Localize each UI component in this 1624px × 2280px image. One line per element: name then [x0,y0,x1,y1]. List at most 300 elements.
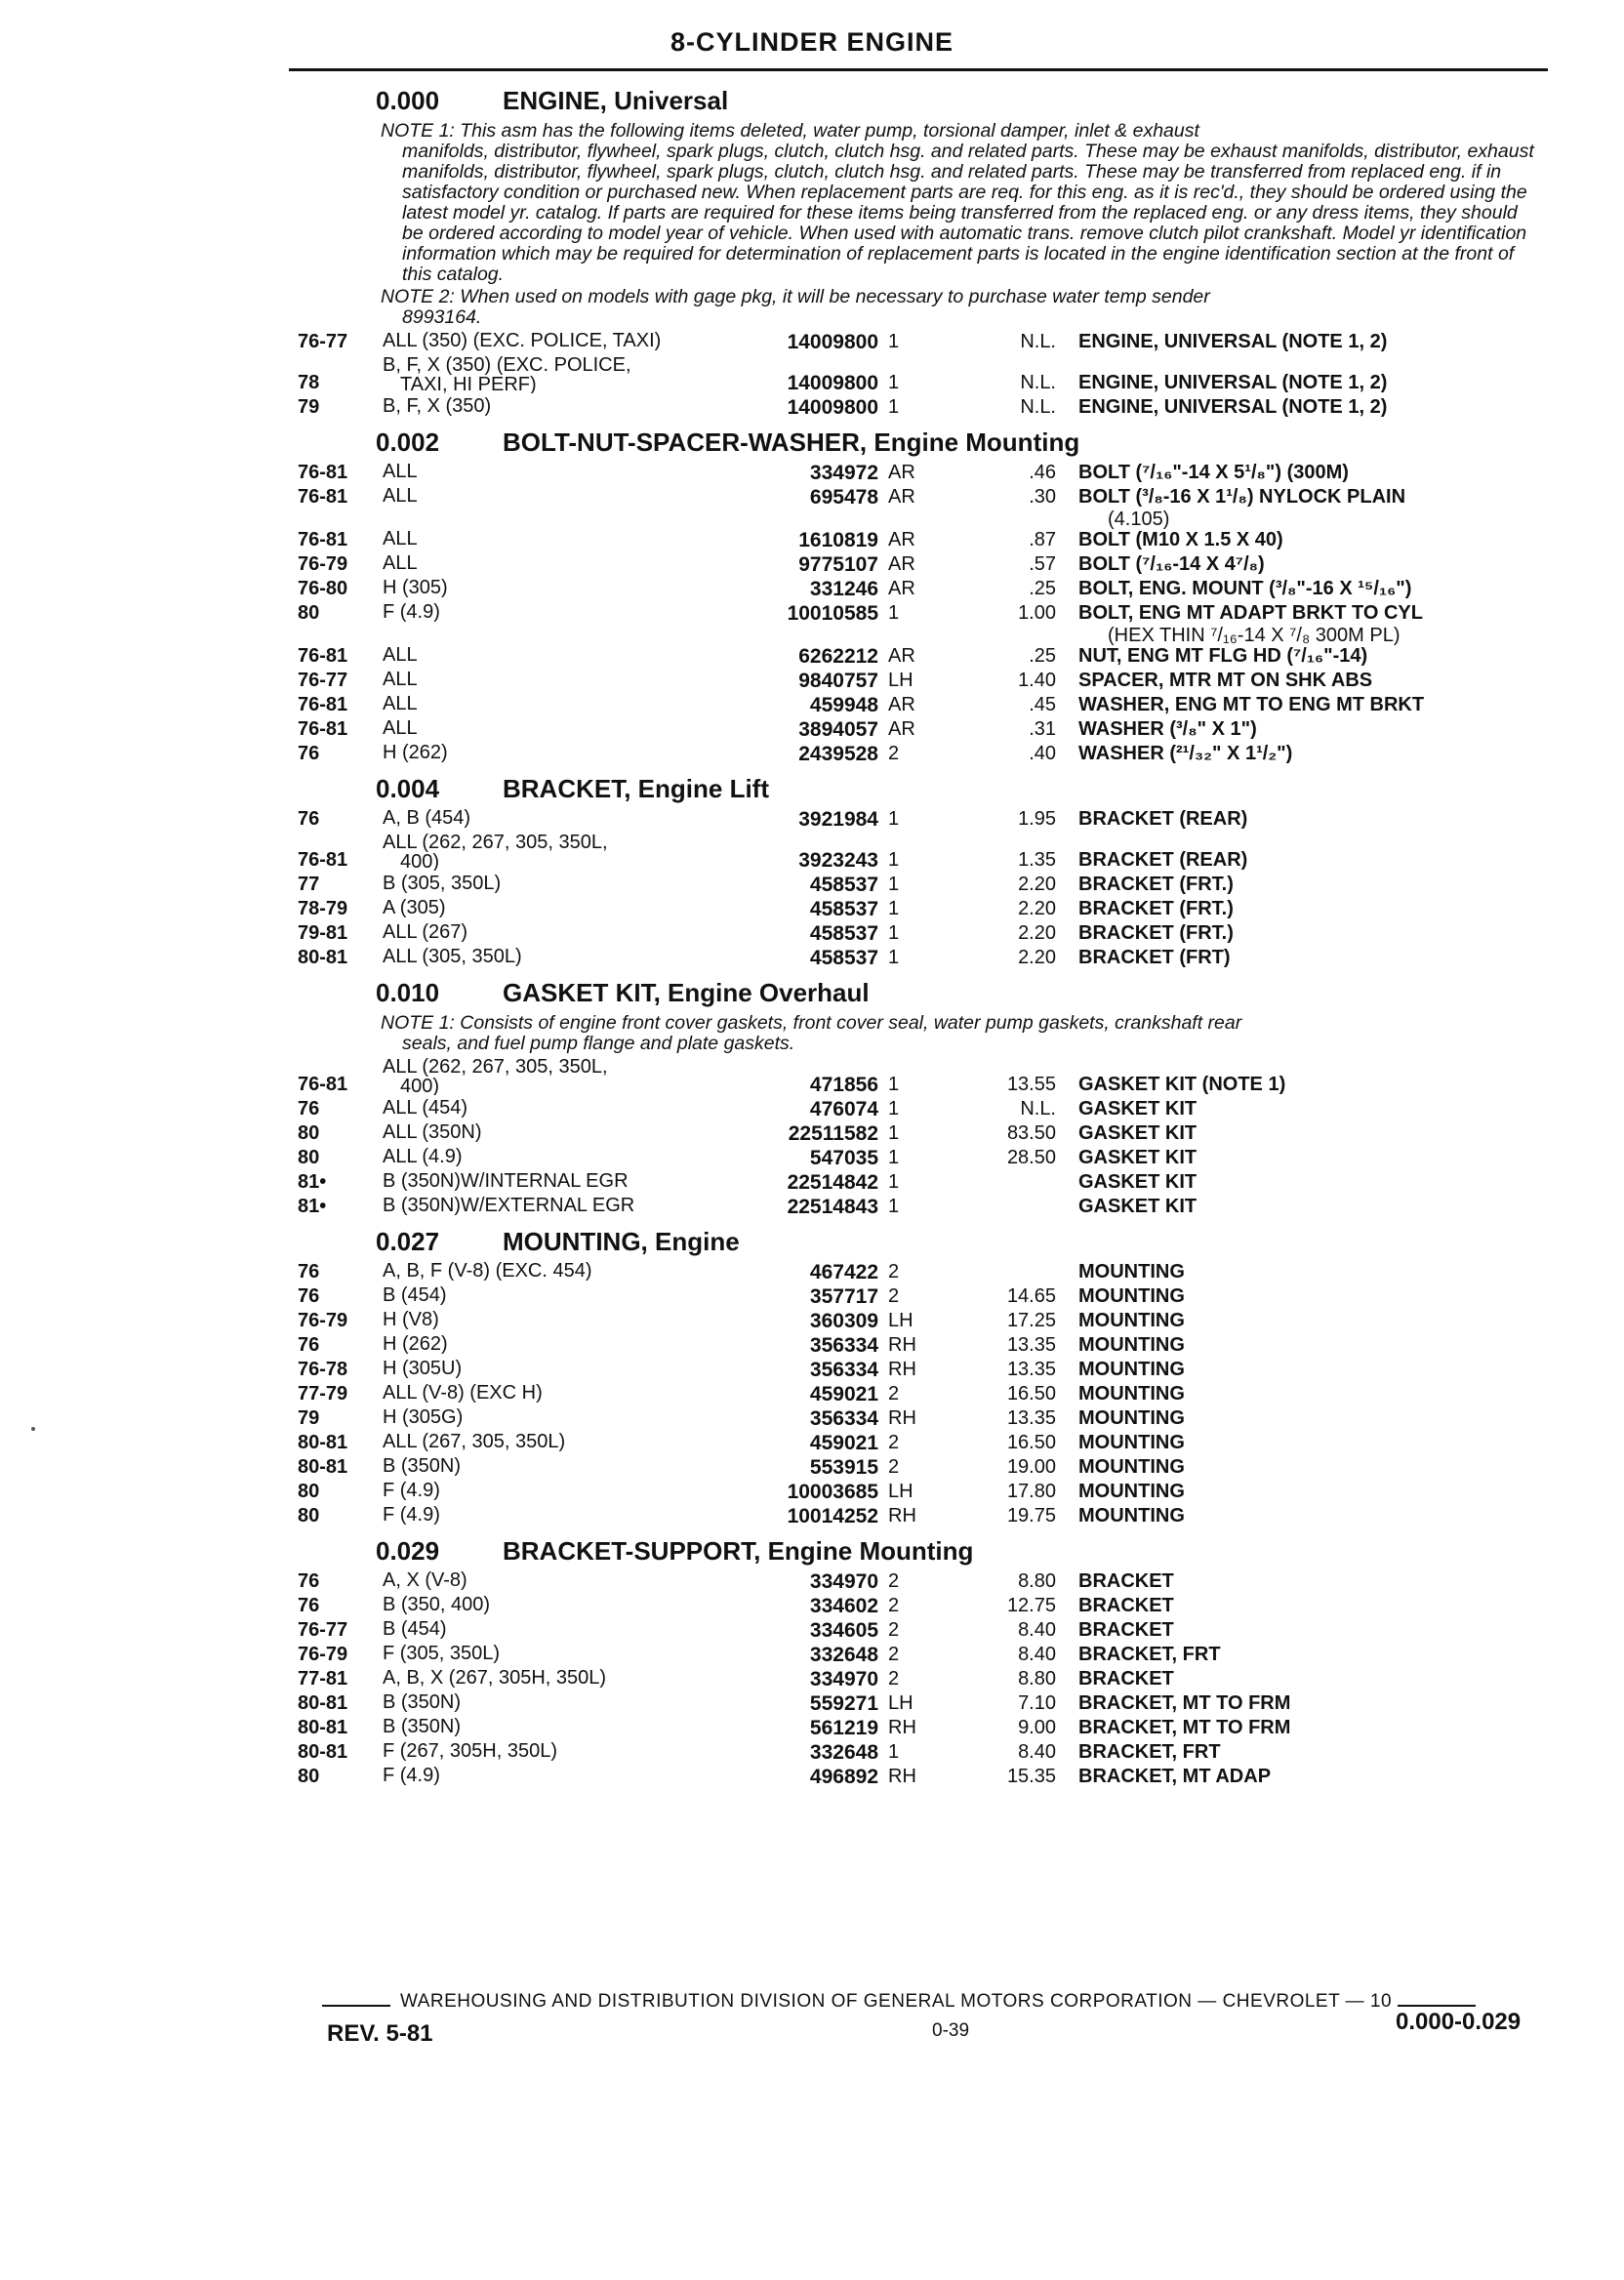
section-0-027 [0,1227,1624,1528]
description-text: BRACKET, FRT [1078,1741,1221,1763]
model-year: 78 [298,372,320,393]
part-description [1078,693,1547,717]
quantity: RH [888,1407,916,1429]
list-price: .31 [1029,718,1056,740]
list-price: .45 [1029,694,1056,715]
quantity: RH [888,1766,916,1787]
model-year: 80 [298,1766,320,1787]
note-first-line: NOTE 1: Consists of engine front cover gaskets, front cover seal, water pump gaskets, crankshaft rear [381,1012,1242,1034]
model-year: 80-81 [298,947,348,968]
list-price: .46 [1029,462,1056,483]
models-line-continued: 400) [400,851,440,871]
part-description [1078,528,1547,552]
part-description [1078,1643,1547,1667]
description-text: WASHER (²¹/₃₂" X 1¹/₂") [1078,743,1293,764]
table-row [0,897,1624,921]
table-row [0,1406,1624,1431]
models-line: ALL (350) (EXC. POLICE, TAXI) [383,330,662,351]
model-year: 79 [298,396,320,418]
applicable-models [383,1716,734,1737]
description-text: BRACKET, MT TO FRM [1078,1717,1291,1738]
model-year: 78-79 [298,898,348,919]
models-line: F (4.9) [383,1504,440,1526]
part-description [1078,1594,1547,1618]
description-text: MOUNTING [1078,1261,1185,1282]
part-number: 334602 [809,1595,878,1617]
part-description [1078,552,1547,577]
models-line-continued: TAXI, HI PERF) [400,374,537,393]
models-line: ALL [383,552,418,574]
table-row [0,921,1624,946]
description-text: BOLT (M10 X 1.5 X 40) [1078,529,1283,550]
description-text: GASKET KIT [1078,1098,1198,1120]
part-number: 3923243 [798,849,878,872]
applicable-models [383,330,734,351]
applicable-models [383,807,734,829]
models-line: B (350, 400) [383,1594,491,1615]
model-year: 76-81 [298,645,348,667]
applicable-models [383,897,734,918]
list-price: 12.75 [1006,1595,1056,1616]
part-number: 9840757 [798,670,878,692]
table-row [0,1740,1624,1765]
page-number: 0-39 [932,2020,970,2041]
applicable-models [383,1260,734,1282]
part-number: 547035 [809,1147,878,1169]
model-year: 80-81 [298,1692,348,1714]
table-row [0,1358,1624,1382]
table-row [0,1594,1624,1618]
table-row [0,1121,1624,1146]
part-number: 14009800 [787,396,878,419]
quantity: AR [888,486,915,508]
applicable-models [383,873,734,894]
applicable-models [383,693,734,714]
model-year: 80 [298,1147,320,1168]
list-price: .40 [1029,743,1056,764]
part-number: 458537 [809,947,878,969]
note [0,121,1624,285]
section-name: BOLT-NUT-SPACER-WASHER, Engine Mounting [503,428,1080,457]
section-number: 0.010 [376,978,440,1007]
part-number: 458537 [809,922,878,945]
model-year: 76-79 [298,1644,348,1665]
description-continued: (HEX THIN ⁷/₁₆-14 X ⁷/₈ 300M PL) [1108,625,1401,645]
part-description [1078,1121,1547,1146]
part-description [1078,461,1547,485]
part-number: 3921984 [798,808,878,831]
applicable-models [383,1406,734,1428]
part-number: 496892 [809,1766,878,1788]
model-year: 76-79 [298,1310,348,1331]
description-text: GASKET KIT [1078,1171,1198,1193]
part-description [1078,1146,1547,1170]
part-description [1078,1333,1547,1358]
quantity: 2 [888,1456,900,1478]
part-description [1078,717,1547,742]
applicable-models [383,1309,734,1330]
description-text: ENGINE, UNIVERSAL (NOTE 1, 2) [1078,372,1388,393]
applicable-models [383,485,734,507]
list-price: 2.20 [1018,947,1056,968]
quantity: AR [888,718,915,740]
part-number: 467422 [809,1261,878,1283]
list-price: 1.35 [1018,849,1056,871]
models-line: ALL (262, 267, 305, 350L, [383,832,608,853]
applicable-models [383,1667,734,1689]
applicable-models [383,1740,734,1762]
table-row [0,1618,1624,1643]
applicable-models [383,354,734,393]
list-price: 13.35 [1006,1407,1056,1429]
models-line: ALL [383,669,418,690]
models-line: ALL (454) [383,1097,468,1119]
applicable-models [383,395,734,417]
description-text: MOUNTING [1078,1456,1185,1478]
part-number: 10014252 [787,1505,878,1527]
quantity: LH [888,1310,914,1331]
table-row [0,717,1624,742]
list-price: 16.50 [1006,1432,1056,1453]
model-year: 77-81 [298,1668,348,1690]
part-number: 471856 [809,1074,878,1096]
quantity: 2 [888,1668,900,1690]
part-description [1078,395,1547,420]
part-description [1078,371,1547,395]
description-text: WASHER (³/₈" X 1") [1078,718,1257,740]
list-price: 1.40 [1018,670,1056,691]
model-year: 80 [298,1122,320,1144]
table-row [0,1455,1624,1480]
part-description [1078,1406,1547,1431]
models-line: H (262) [383,742,448,763]
section-name: MOUNTING, Engine [503,1227,740,1256]
applicable-models [383,1504,734,1526]
list-price: 28.50 [1006,1147,1056,1168]
model-year: 76 [298,1261,320,1282]
table-row [0,1056,1624,1097]
quantity: RH [888,1334,916,1356]
applicable-models [383,1480,734,1501]
part-description [1078,921,1547,946]
models-line: B (350N)W/INTERNAL EGR [383,1170,629,1192]
model-year: 81• [298,1196,327,1217]
applicable-models [383,742,734,763]
model-year: 80-81 [298,1432,348,1453]
models-line: A, X (V-8) [383,1569,467,1591]
applicable-models [383,1382,734,1404]
part-description [1078,1740,1547,1765]
models-line: B (350N) [383,1716,462,1737]
part-number: 458537 [809,898,878,920]
models-line: ALL (4.9) [383,1146,463,1167]
part-number: 332648 [809,1644,878,1666]
description-text: GASKET KIT [1078,1122,1198,1144]
applicable-models [383,1569,734,1591]
description-text: WASHER, ENG MT TO ENG MT BRKT [1078,694,1425,715]
part-number: 9775107 [798,553,878,576]
model-year: 80 [298,602,320,624]
models-line: B, F, X (350) (EXC. POLICE, [383,354,631,376]
list-price: 19.00 [1006,1456,1056,1478]
quantity: 1 [888,874,900,895]
part-description [1078,1358,1547,1382]
table-row [0,552,1624,577]
table-row [0,1765,1624,1789]
quantity: 1 [888,947,900,968]
part-number: 14009800 [787,372,878,394]
part-description [1078,644,1547,669]
part-description [1078,897,1547,921]
description-text: GASKET KIT (NOTE 1) [1078,1074,1286,1095]
part-description [1078,1618,1547,1643]
quantity: LH [888,1481,914,1502]
section-name: GASKET KIT, Engine Overhaul [503,978,870,1007]
quantity: AR [888,645,915,667]
part-number: 3894057 [798,718,878,741]
applicable-models [383,552,734,574]
part-description [1078,1309,1547,1333]
section-heading [0,86,1624,119]
part-description [1078,1431,1547,1455]
footer-rule-right [1398,2005,1476,2007]
table-row [0,1382,1624,1406]
note-first-line: NOTE 2: When used on models with gage pkg, it will be necessary to purchase water temp sender [381,286,1210,307]
description-text: BOLT (³/₈-16 X 1¹/₈) NYLOCK PLAIN [1078,486,1406,508]
parts-listing [0,78,1624,1789]
description-text: BRACKET (FRT) [1078,947,1231,968]
part-description [1078,485,1547,529]
section-number: 0.029 [376,1536,440,1566]
table-row [0,1170,1624,1195]
applicable-models [383,946,734,967]
models-line: ALL [383,693,418,714]
applicable-models [383,1284,734,1306]
models-line: A (305) [383,897,446,918]
list-price: 8.40 [1018,1619,1056,1641]
table-row [0,693,1624,717]
models-line: B (454) [383,1618,447,1640]
description-text: BOLT, ENG. MOUNT (³/₈"-16 X ¹⁵/₁₆") [1078,578,1412,599]
table-row [0,1480,1624,1504]
part-description [1078,848,1547,873]
part-description [1078,601,1547,645]
model-year: 80 [298,1481,320,1502]
revision-label: REV. 5-81 [327,2020,433,2047]
table-row [0,1643,1624,1667]
quantity: 2 [888,743,900,764]
model-year: 76-80 [298,578,348,599]
model-year: 76 [298,808,320,830]
models-line: ALL [383,485,418,507]
models-line: ALL [383,644,418,666]
part-number: 1610819 [798,529,878,551]
applicable-models [383,577,734,598]
model-year: 76 [298,1595,320,1616]
note-continuation: seals, and fuel pump flange and plate gaskets. [402,1033,795,1054]
models-line: B, F, X (350) [383,395,492,417]
list-price: N.L. [1020,331,1056,352]
section-0-029 [0,1536,1624,1789]
models-line: ALL [383,717,418,739]
applicable-models [383,1358,734,1379]
list-price: 14.65 [1006,1285,1056,1307]
quantity: 2 [888,1595,900,1616]
description-text: BRACKET (REAR) [1078,808,1248,830]
description-text: BRACKET (FRT.) [1078,922,1234,944]
applicable-models [383,1455,734,1477]
part-description [1078,742,1547,766]
description-text: BRACKET (REAR) [1078,849,1248,871]
part-description [1078,946,1547,970]
list-price: 9.00 [1018,1717,1056,1738]
list-price: N.L. [1020,396,1056,418]
part-number: 356334 [809,1407,878,1430]
model-year: 76-81 [298,462,348,483]
models-line: B (350N)W/EXTERNAL EGR [383,1195,635,1216]
part-description [1078,1455,1547,1480]
model-year: 80-81 [298,1741,348,1763]
section-heading [0,774,1624,807]
list-price: 2.20 [1018,874,1056,895]
quantity: 1 [888,331,900,352]
list-price: .87 [1029,529,1056,550]
quantity: 1 [888,1741,900,1763]
description-text: MOUNTING [1078,1334,1185,1356]
models-line: F (4.9) [383,1480,440,1501]
models-line: H (262) [383,1333,448,1355]
section-name: BRACKET, Engine Lift [503,774,769,803]
model-year: 76 [298,743,320,764]
list-price: 8.80 [1018,1668,1056,1690]
model-year: 77-79 [298,1383,348,1405]
model-year: 76 [298,1285,320,1307]
model-year: 76-77 [298,331,348,352]
quantity: 1 [888,1122,900,1144]
quantity: 1 [888,602,900,624]
part-number: 334970 [809,1668,878,1690]
note-first-line: NOTE 1: This asm has the following items deleted, water pump, torsional damper, inlet & exhaust [381,120,1199,142]
models-line: B (454) [383,1284,447,1306]
list-price: 2.20 [1018,898,1056,919]
part-description [1078,1073,1547,1097]
list-price: .57 [1029,553,1056,575]
quantity: 1 [888,922,900,944]
model-year: 76-81 [298,718,348,740]
table-row [0,1716,1624,1740]
table-row [0,1691,1624,1716]
models-line: ALL (262, 267, 305, 350L, [383,1056,608,1078]
model-year: 76 [298,1098,320,1120]
table-row [0,669,1624,693]
part-number: 459021 [809,1383,878,1405]
table-row [0,528,1624,552]
part-description [1078,1260,1547,1284]
quantity: 1 [888,1171,900,1193]
part-description [1078,873,1547,897]
part-description [1078,1504,1547,1528]
models-line: F (4.9) [383,1765,440,1786]
quantity: 1 [888,808,900,830]
part-number: 334605 [809,1619,878,1642]
table-row [0,1284,1624,1309]
list-price: 17.25 [1006,1310,1056,1331]
part-number: 459948 [809,694,878,716]
list-price: .30 [1029,486,1056,508]
list-price: N.L. [1020,372,1056,393]
description-text: MOUNTING [1078,1407,1185,1429]
applicable-models [383,461,734,482]
model-year: 76 [298,1570,320,1592]
footer-division-text: WAREHOUSING AND DISTRIBUTION DIVISION OF GENERAL MOTORS CORPORATION — CHEVROLET — 10 [400,1991,1393,2012]
models-line: H (305) [383,577,448,598]
models-line: H (305U) [383,1358,463,1379]
part-number: 6262212 [798,645,878,668]
applicable-models [383,528,734,550]
part-description [1078,807,1547,832]
applicable-models [383,832,734,871]
part-number: 360309 [809,1310,878,1332]
section-name: ENGINE, Universal [503,86,729,115]
part-number: 458537 [809,874,878,896]
quantity: 1 [888,898,900,919]
table-row [0,644,1624,669]
part-number: 357717 [809,1285,878,1308]
table-row [0,601,1624,644]
applicable-models [383,1594,734,1615]
part-description [1078,1097,1547,1121]
quantity: RH [888,1717,916,1738]
description-text: BRACKET [1078,1570,1174,1592]
list-price: 19.75 [1006,1505,1056,1527]
description-text: MOUNTING [1078,1383,1185,1405]
part-description [1078,1691,1547,1716]
applicable-models [383,1146,734,1167]
applicable-models [383,1765,734,1786]
applicable-models [383,1056,734,1095]
part-description [1078,1195,1547,1219]
list-price: .25 [1029,578,1056,599]
quantity: 1 [888,372,900,393]
part-number: 14009800 [787,331,878,353]
table-row [0,873,1624,897]
note [0,287,1624,328]
part-number: 22514843 [787,1196,878,1218]
description-text: BRACKET (FRT.) [1078,898,1234,919]
table-row [0,1667,1624,1691]
description-text: BOLT (⁷/₁₆-14 X 4⁷/₈) [1078,553,1265,575]
table-row [0,461,1624,485]
section-number: 0.027 [376,1227,440,1256]
model-year: 76-81 [298,849,348,871]
note-continuation: 8993164. [402,306,482,328]
models-line: H (305G) [383,1406,464,1428]
part-number: 331246 [809,578,878,600]
part-description [1078,1480,1547,1504]
part-number: 334972 [809,462,878,484]
section-number: 0.002 [376,428,440,457]
model-year: 80-81 [298,1456,348,1478]
table-row [0,1309,1624,1333]
quantity: 2 [888,1570,900,1592]
section-0-000 [0,86,1624,420]
list-price: .25 [1029,645,1056,667]
quantity: LH [888,1692,914,1714]
section-number: 0.004 [376,774,440,803]
description-text: MOUNTING [1078,1285,1185,1307]
section-range: 0.000-0.029 [1396,2009,1522,2035]
description-text: MOUNTING [1078,1505,1185,1527]
